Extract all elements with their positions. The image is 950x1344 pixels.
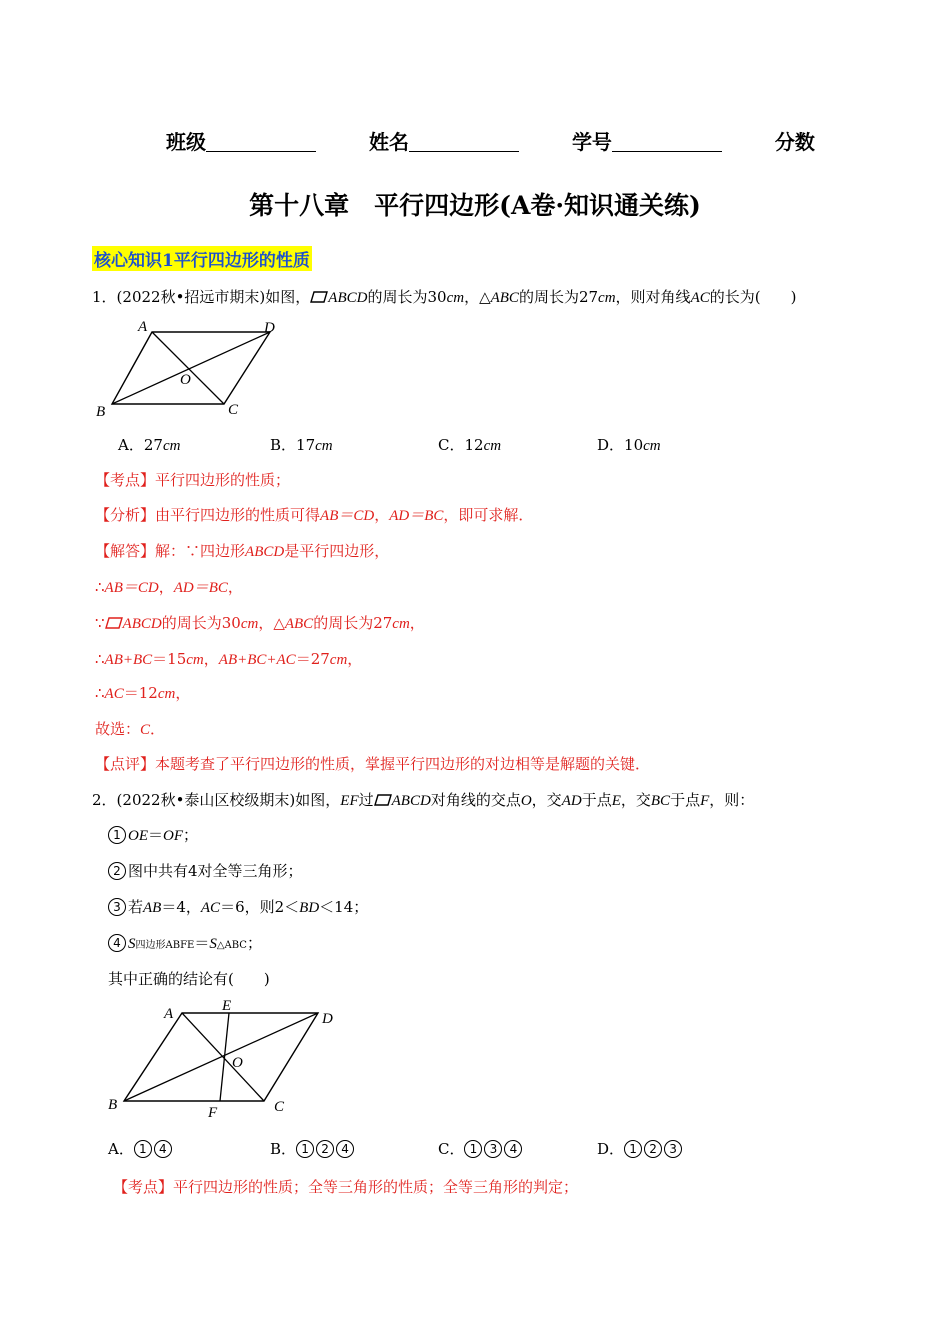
question-2-stem: 2．(2022秋•泰山区校级期末)如图，EF过 ABCD对角线的交点O，交AD于点E，交BC于点F，则： [92,791,755,809]
circled-number: 1 [624,1140,642,1158]
q2-option-c[interactable]: C． 1 3 4 [438,1138,524,1159]
question-1-figure [90,314,290,424]
q1-step-2: ∴AB＝CD，AD＝BC， [95,578,243,596]
q1-jieda: 【解答】解：∵四边形ABCD是平行四边形， [95,542,390,560]
circled-number: 3 [484,1140,502,1158]
q2-option-b[interactable]: B． 1 2 4 [270,1138,356,1159]
page-title: 第十八章 平行四边形(A卷·知识通关练) [249,191,701,220]
label-b: B [96,404,106,420]
q1-choice: 故选：C． [95,720,166,738]
q2-option-a[interactable]: A． 1 4 [108,1138,174,1159]
q2-prompt: 其中正确的结论有( ) [108,970,270,988]
q1-option-b[interactable]: B．17cm [270,436,333,454]
id-blank [612,131,722,152]
label-o: O [232,1055,243,1071]
label-e: E [222,998,232,1014]
circled-number: 1 [108,826,126,844]
question-1-stem: 1．(2022秋•招远市期末)如图， ABCD的周长为30cm，△ABC的周长为27cm，则对角线AC的长为( ) [92,288,797,306]
q1-step-5: ∴AC＝12cm， [95,684,191,702]
section-heading: 核心知识1平行四边形的性质 [92,246,312,271]
parallelogram-icon [310,291,328,303]
q1-dianping: 【点评】本题考查了平行四边形的性质，掌握平行四边形的对边相等是解题的关键． [95,755,651,773]
circled-number: 2 [316,1140,334,1158]
circled-number: 2 [644,1140,662,1158]
label-c: C [274,1099,285,1115]
label-a: A [164,1006,174,1022]
label-f: F [208,1105,218,1121]
question-2-figure [100,995,350,1125]
label-d: D [264,320,275,336]
circled-number: 1 [296,1140,314,1158]
circled-number: 1 [464,1140,482,1158]
label-c: C [228,402,239,418]
circled-number: 3 [108,898,126,916]
header-line [166,126,861,155]
q1-fenxi: 【分析】由平行四边形的性质可得AB＝CD，AD＝BC，即可求解． [95,506,534,524]
q2-kaodian: 【考点】平行四边形的性质；全等三角形的性质；全等三角形的判定； [113,1178,579,1196]
circled-number: 4 [154,1140,172,1158]
name-blank [409,131,519,152]
q2-option-d[interactable]: D． 1 2 3 [597,1138,684,1159]
q2-statement-3: 3 若AB＝4，AC＝6，则2＜BD＜14； [108,896,368,917]
q1-option-d[interactable]: D．10cm [597,436,661,454]
circled-number: 3 [664,1140,682,1158]
circled-number: 4 [504,1140,522,1158]
circled-number: 4 [108,934,126,952]
circled-number: 2 [108,862,126,880]
q2-statement-4: 4 S四边形ABFE＝S△ABC； [108,932,262,953]
circled-number: 1 [134,1140,152,1158]
q1-option-a[interactable]: A．27cm [118,436,181,454]
q1-kaodian: 【考点】平行四边形的性质； [95,471,291,489]
score-field: 分数 [774,130,815,154]
circled-number: 4 [336,1140,354,1158]
q2-statement-2: 2 图中共有4对全等三角形； [108,860,303,881]
parallelogram-icon [105,617,123,629]
student-id-field: 学号 [572,126,722,155]
class-blank [206,131,316,152]
label-b: B [108,1097,118,1113]
parallelogram-icon [374,794,392,806]
label-d: D [322,1011,333,1027]
label-a: A [138,319,148,335]
q1-option-c[interactable]: C．12cm [438,436,502,454]
q1-step-3: ∵ ABCD的周长为30cm，△ABC的周长为27cm， [95,614,425,632]
class-field: 班级 [166,126,316,155]
label-o: O [180,372,191,388]
name-field: 姓名 [369,126,519,155]
q2-statement-1: 1 OE＝OF； [108,824,198,845]
q1-step-4: ∴AB+BC＝15cm，AB+BC+AC＝27cm， [95,650,363,668]
